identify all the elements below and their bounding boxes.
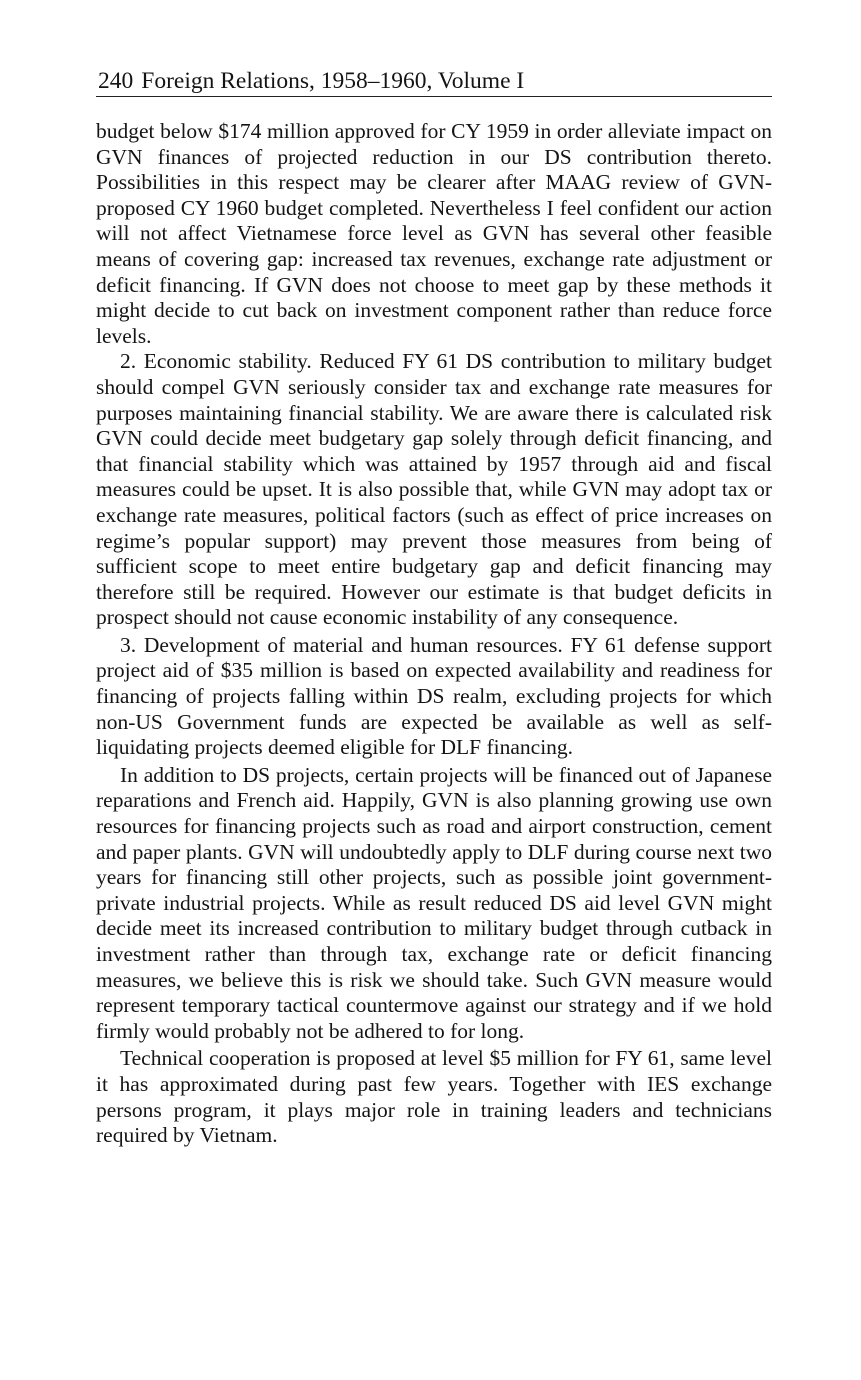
paragraph-technical-cooperation: Technical cooperation is proposed at level $5 million for FY 61, same level it has approximated during past few years. Together with IES exchange persons program, it plays major role in training leaders and technicians required by Vietnam. — [96, 1046, 772, 1148]
running-head — [96, 66, 772, 97]
volume-title: Foreign Relations, 1958–1960, Volume I — [141, 68, 525, 94]
paragraph-economic-stability: 2. Economic stability. Reduced FY 61 DS contribution to military budget should compel GVN seriously consider tax and exchange rate measures for purposes maintaining financial stability. We are aware there is calculated risk GVN could decide meet budgetary gap solely through deficit financing, and that financial stability which was attained by 1957 through aid and fiscal measures could be upset. It is also possible that, while GVN may adopt tax or exchange rate measures, political factors (such as effect of price increases on regime’s popular support) may prevent those measures from being of sufficient scope to meet entire budgetary gap and deficit financing may therefore still be required. However our estimate is that budget deficits in prospect should not cause economic instability of any consequence. — [96, 349, 772, 630]
body-text — [96, 119, 772, 1149]
paragraph-resource-development: 3. Development of material and human resources. FY 61 defense support project aid of $35 million is based on expected availability and readiness for financing of projects falling within DS realm, excluding projects for which non-US Government funds are expected be available as well as self-liquidating projects deemed eligible for DLF financing. — [96, 632, 772, 760]
document-page — [96, 66, 772, 1149]
paragraph-budget-continuation: budget below $174 million approved for CY 1959 in order alleviate impact on GVN finances of projected reduction in our DS contribution thereto. Possibilities in this respect may be clearer after MAAG review of GVN-proposed CY 1960 budget completed. Nevertheless I feel confident our action will not affect Vietnamese force level as GVN has several other feasible means of covering gap: increased tax revenues, exchange rate adjustment or deficit financing. If GVN does not choose to meet gap by these methods it might decide to cut back on investment component rather than reduce force levels. — [96, 119, 772, 348]
paragraph-ds-projects: In addition to DS projects, certain projects will be financed out of Japanese reparations and French aid. Happily, GVN is also planning growing use own resources for financing projects such as road and airport construction, cement and paper plants. GVN will undoubtedly apply to DLF during course next two years for financing still other projects, such as possible joint government-private industrial projects. While as result reduced DS aid level GVN might decide meet its increased contribution to military budget through cutback in investment rather than through tax, exchange rate or deficit financing measures, we believe this is risk we should take. Such GVN measure would represent temporary tactical countermove against our strategy and if we hold firmly would probably not be adhered to for long. — [96, 762, 772, 1043]
page-number: 240 — [98, 68, 134, 94]
